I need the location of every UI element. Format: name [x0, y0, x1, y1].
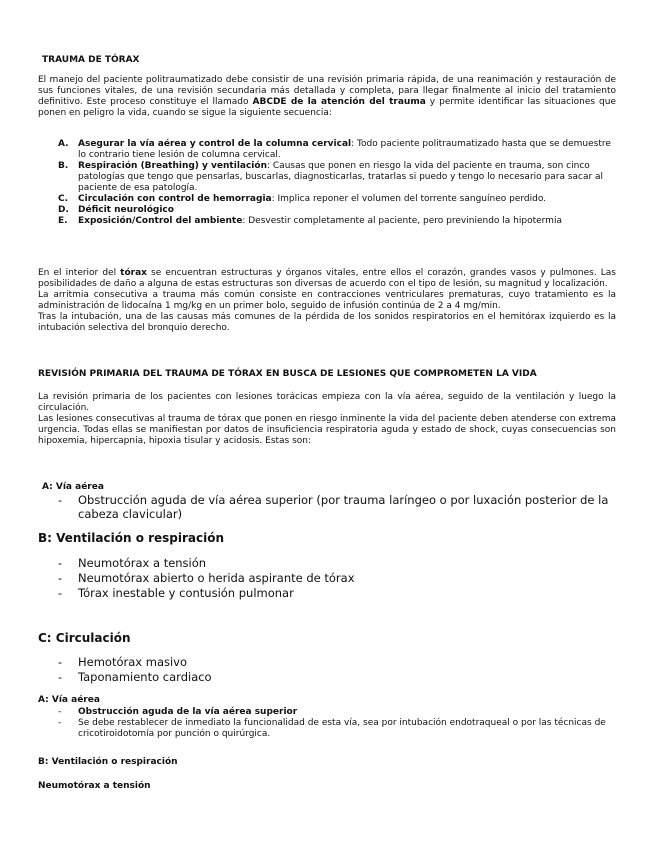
revision-paragraph-1: La revisión primaria de los pacientes con lesiones torácicas empieza con la vía aérea, seguido de la ventilación y luego la circulación. [38, 392, 616, 413]
detalle-b-heading: B: Ventilación o respiración [38, 757, 178, 767]
list-item-text: Taponamiento cardiaco [78, 670, 212, 684]
dash-marker: - [58, 556, 63, 570]
torax-text: En el interior del [38, 268, 121, 278]
dash-marker: - [58, 586, 63, 600]
dash-marker: - [58, 718, 62, 728]
lesion-c-heading: C: Circulación [38, 631, 131, 645]
abcde-bold: Exposición/Control del ambiente [78, 216, 243, 226]
dash-marker: - [58, 655, 63, 669]
abcde-item-b [58, 161, 616, 194]
document-title: TRAUMA DE TÓRAX [42, 55, 140, 65]
lesion-a-heading: A: Vía aérea [42, 482, 104, 492]
abcde-item-a [58, 139, 616, 161]
detalle-a-list [58, 707, 616, 740]
revision-heading: REVISIÓN PRIMARIA DEL TRAUMA DE TÓRAX EN BUSCA DE LESIONES QUE COMPROMETEN LA VIDA [38, 369, 537, 379]
abcde-bold: Respiración (Breathing) y ventilación [78, 161, 267, 171]
list-item [58, 571, 616, 586]
list-item-text: Se debe restablecer de inmediato la funcionalidad de esta vía, sea por intubación endotraqueal o por las técnicas de cricotiroidotomía por punción o quirúrgica. [78, 718, 606, 739]
abcde-marker: E. [58, 216, 68, 226]
list-item [58, 718, 616, 740]
lesion-a-list [58, 493, 616, 521]
torax-bold: tórax [120, 268, 147, 278]
list-item [58, 655, 616, 670]
revision-paragraph-2: Las lesiones consecutivas al trauma de tórax que ponen en riesgo inminente la vida del paciente deben atenderse con extrema urgencia. Todas ellas se manifiestan por datos de insuficiencia respiratoria aguda y estado de shock, cuyas consecuencias son hipoxemia, hipercapnia, hipoxia tisular y acidosis. Estas son: [38, 414, 616, 446]
abcde-marker: C. [58, 194, 69, 204]
torax-paragraph-2: La arritmia consecutiva a trauma más común consiste en contracciones ventriculares prematuras, cuyo tratamiento es la administración de lidocaína 1 mg/kg en un primer bolo, seguido de infusión continúa de 2 a 4 mg/min. [38, 290, 616, 311]
abcde-marker: B. [58, 161, 69, 171]
revision-section [38, 392, 616, 447]
abcde-marker: A. [58, 139, 69, 149]
abcde-list [58, 139, 616, 227]
abcde-item-d [58, 205, 616, 216]
list-item [58, 707, 616, 718]
dash-marker: - [58, 707, 62, 717]
abcde-text: : Desvestir completamente al paciente, pero previniendo la hipotermia [242, 216, 562, 226]
torax-paragraph-3: Tras la intubación, una de las causas más comunes de la pérdida de los sonidos respiratorios en el hemitórax izquierdo es la intubación selectiva del bronquio derecho. [38, 312, 616, 333]
list-item [58, 670, 616, 685]
torax-text: se encuentran estructuras y órganos vitales, entre ellos el corazón, grandes vasos y pulmones. Las posibilidades de daño a alguna de estas estructuras son diversas de acuerdo con el tipo de lesión, su magnitud y localización. [38, 268, 616, 289]
torax-section [38, 268, 616, 334]
detalle-a-heading: A: Vía aérea [38, 695, 100, 705]
list-item-text: Obstrucción aguda de la vía aérea superior [78, 707, 298, 717]
detalle-sub-heading: Neumotórax a tensión [38, 781, 151, 791]
abcde-bold: Circulación con control de hemorragia [78, 194, 272, 204]
lesion-b-heading: B: Ventilación o respiración [38, 531, 225, 545]
dash-marker: - [58, 571, 63, 585]
list-item-text: Hemotórax masivo [78, 655, 188, 669]
lesion-c-list [58, 655, 616, 685]
abcde-item-c [58, 194, 616, 205]
abcde-text: : Implica reponer el volumen del torrente sanguíneo perdido. [271, 194, 547, 204]
dash-marker: - [58, 493, 63, 507]
list-item-text: Tórax inestable y contusión pulmonar [78, 586, 294, 600]
intro-text-1: El manejo del paciente politraumatizado debe consistir de una revisión primaria rápida, de una reanimación y restauración de sus funciones vitales, de una revisión secundaria más detallada y completa, para llegar finalmente al inicio del tratamiento definitivo. Este proceso constituye el llamado [38, 75, 616, 107]
list-item [58, 493, 616, 521]
intro-bold: ABCDE de la atención del trauma [252, 97, 426, 107]
torax-paragraph-1 [38, 268, 616, 290]
lesion-b-list [58, 556, 616, 601]
intro-text-2: y permite identificar las situaciones que ponen en peligro la vida, cuando se sigue la siguiente secuencia: [38, 97, 616, 118]
list-item [58, 556, 616, 571]
list-item-text: Neumotórax a tensión [78, 556, 207, 570]
abcde-text: : Causas que ponen en riesgo la vida del paciente en trauma, son cinco patologías que tengo que pensarlas, buscarlas, diagnosticarlas, tratarlas si puedo y tengo lo necesario para sacar al paciente de esa patología. [78, 161, 604, 193]
dash-marker: - [58, 670, 63, 684]
intro-paragraph [38, 75, 616, 119]
abcde-bold: Déficit neurológico [78, 205, 174, 215]
abcde-bold: Asegurar la vía aérea y control de la columna cervical [78, 139, 352, 149]
abcde-marker: D. [58, 205, 69, 215]
abcde-text: : Todo paciente politraumatizado hasta que se demuestre lo contrario tiene lesión de columna cervical. [78, 139, 611, 160]
list-item-text: Neumotórax abierto o herida aspirante de tórax [78, 571, 355, 585]
list-item [58, 586, 616, 601]
abcde-item-e [58, 216, 616, 227]
list-item-text: Obstrucción aguda de vía aérea superior (por trauma laríngeo o por luxación posterior de la cabeza clavicular) [78, 493, 609, 521]
